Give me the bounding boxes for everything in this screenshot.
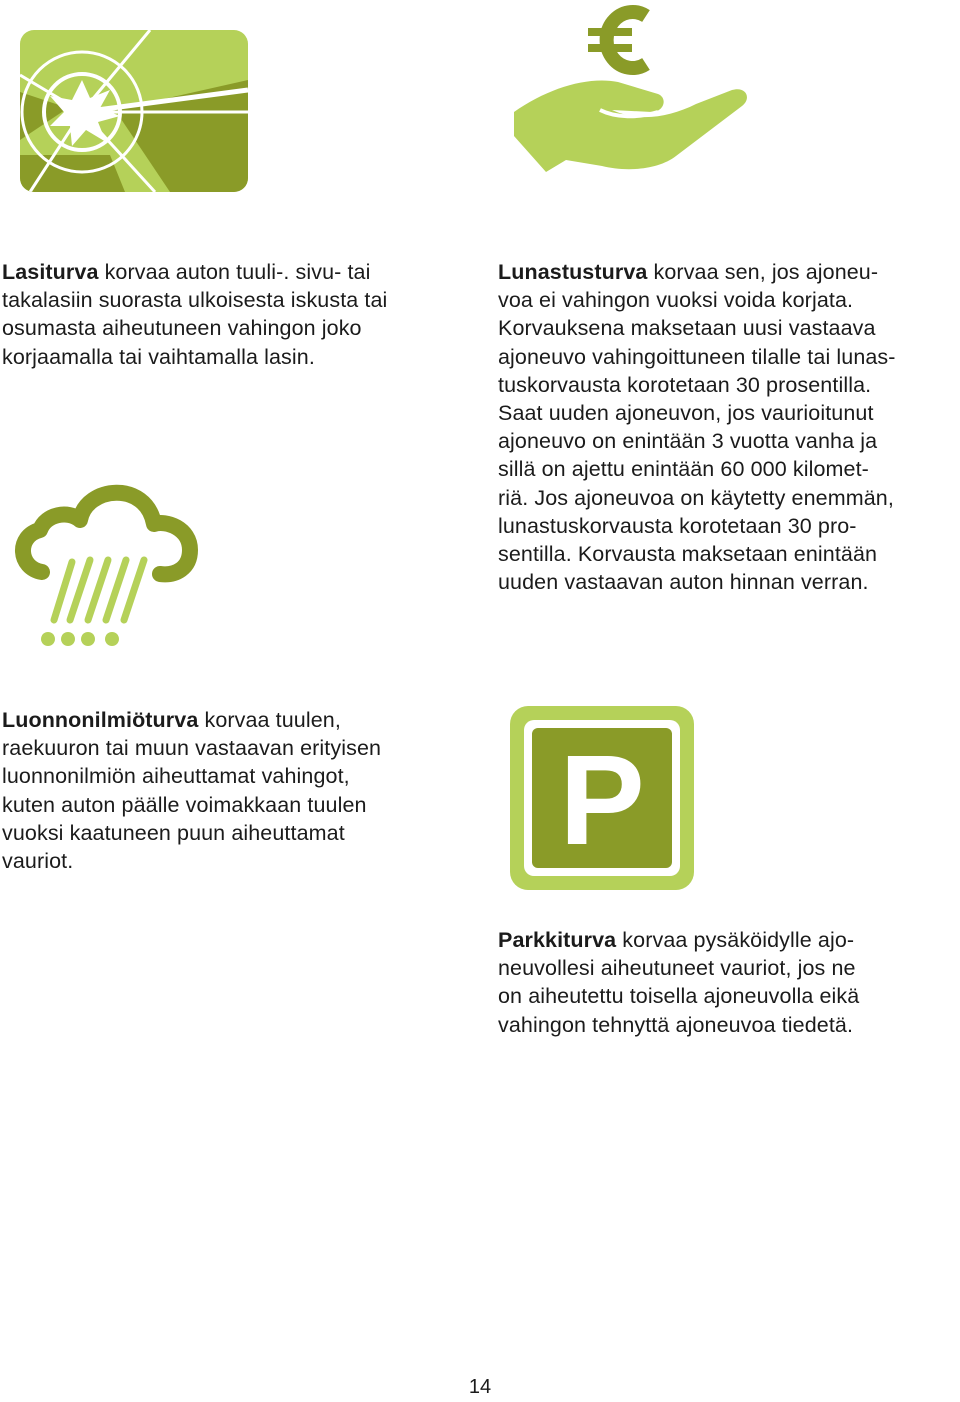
lunastusturva-line-6: Saat uuden ajoneuvon, jos vaurioitunut: [498, 401, 874, 426]
lunastusturva-line-3: Korvauksena maksetaan uusi vastaava: [498, 316, 876, 341]
luonnonilmioturva-line-1: Luonnonilmiöturva korvaa tuulen,: [2, 708, 341, 732]
lasiturva-line-3: osumasta aiheutuneen vahingon joko: [2, 316, 362, 341]
section-lunastusturva: [498, 258, 896, 596]
parkkiturva-title: Parkkiturva: [498, 928, 617, 952]
lunastusturva-line-9: riä. Jos ajoneuvoa on käytetty enemmän,: [498, 485, 894, 510]
luonnonilmioturva-line-3: luonnonilmiön aiheuttamat vahingot,: [2, 764, 350, 789]
parkkiturva-line-1: Parkkiturva korvaa pysäköidylle ajo-: [498, 928, 855, 952]
luonnonilmioturva-line-4: kuten auton päälle voimakkaan tuulen: [2, 792, 367, 817]
rain-cloud-icon: [14, 480, 198, 650]
page-number: 14: [468, 1376, 492, 1398]
lasiturva-line-4: korjaamalla tai vaihtamalla lasin.: [2, 344, 315, 369]
section-luonnonilmioturva: [2, 706, 381, 875]
lunastusturva-line-5: tuskorvausta korotetaan 30 prosentilla.: [498, 372, 872, 397]
section-lasiturva: [2, 258, 387, 371]
section-parkkiturva: [498, 926, 859, 1039]
cracked-windshield-icon: [20, 30, 248, 192]
parkkiturva-line-2: neuvollesi aiheutuneet vauriot, jos ne: [498, 956, 856, 981]
lunastusturva-line-2: voa ei vahingon vuoksi voida korjata.: [498, 288, 854, 313]
parking-letter: P: [559, 729, 645, 872]
parkkiturva-line-3: on aiheutettu toisella ajoneuvolla eikä: [498, 984, 860, 1009]
lunastusturva-line-8: sillä on ajettu enintään 60 000 kilomet-: [498, 457, 869, 482]
lunastusturva-line-10: lunastuskorvausta korotetaan 30 pro-: [498, 513, 857, 538]
euro-hand-icon: [508, 0, 753, 178]
lasiturva-line-2: takalasiin suorasta ulkoisesta iskusta tai: [2, 288, 388, 313]
lasiturva-title: Lasiturva: [2, 260, 99, 284]
luonnonilmioturva-line-6: vauriot.: [2, 849, 74, 874]
luonnonilmioturva-line-2: raekuuron tai muun vastaavan erityisen: [2, 736, 382, 761]
luonnonilmioturva-line-5: vuoksi kaatuneen puun aiheuttamat: [2, 820, 345, 845]
lunastusturva-line-4: ajoneuvo vahingoittuneen tilalle tai lunas-: [498, 344, 896, 369]
luonnonilmioturva-title: Luonnonilmiöturva: [2, 708, 199, 732]
lunastusturva-title: Lunastusturva: [498, 260, 648, 284]
lunastusturva-line-1: Lunastusturva korvaa sen, jos ajoneu-: [498, 260, 879, 284]
lasiturva-line-1: Lasiturva korvaa auton tuuli-. sivu- tai: [2, 260, 371, 284]
parking-sign-icon: [510, 706, 694, 890]
lunastusturva-line-12: uuden vastaavan auton hinnan verran.: [498, 570, 869, 595]
lunastusturva-line-7: ajoneuvo on enintään 3 vuotta vanha ja: [498, 429, 878, 454]
lunastusturva-line-11: sentilla. Korvausta maksetaan enintään: [498, 542, 878, 567]
parkkiturva-line-4: vahingon tehnyttä ajoneuvoa tiedetä.: [498, 1012, 854, 1037]
